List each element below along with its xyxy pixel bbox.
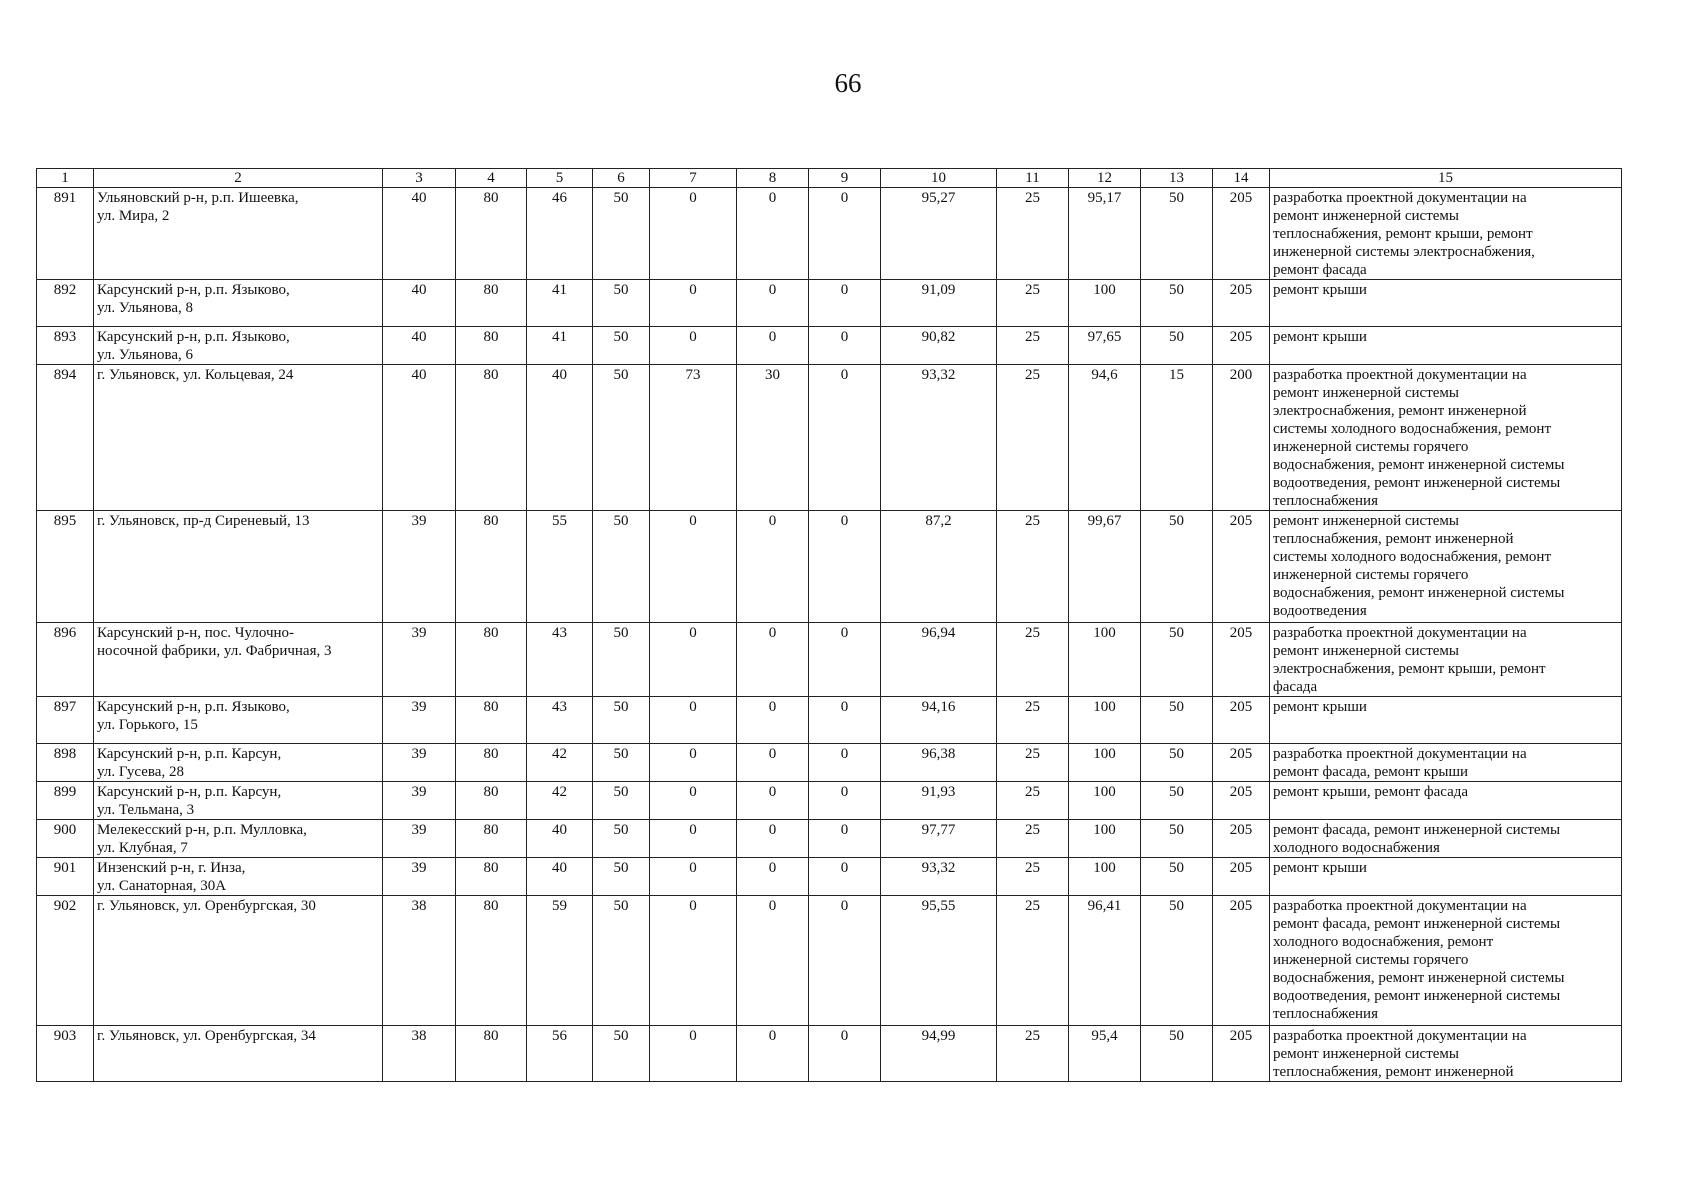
value-cell-c6: 50 [593, 623, 650, 697]
value-cell-c13: 50 [1141, 1026, 1213, 1082]
address-line: Карсунский р-н, р.п. Языково, [97, 699, 290, 715]
works-line: ремонт инженерной системы [1273, 643, 1459, 659]
works-line: разработка проектной документации на [1273, 898, 1527, 914]
value-cell-c9: 0 [809, 623, 881, 697]
value-cell-c10: 93,32 [881, 858, 997, 896]
works-line: разработка проектной документации на [1273, 625, 1527, 641]
value-cell-c5: 40 [527, 365, 593, 511]
column-header-5: 5 [527, 169, 593, 188]
address-cell [94, 327, 383, 365]
value-cell-c14: 205 [1213, 188, 1270, 280]
works-cell [1270, 280, 1622, 327]
works-cell [1270, 188, 1622, 280]
row-number: 896 [37, 623, 94, 697]
works-line: инженерной системы горячего [1273, 952, 1469, 968]
value-cell-c14: 205 [1213, 896, 1270, 1026]
address-line: ул. Санаторная, 30А [97, 878, 227, 894]
row-number: 897 [37, 697, 94, 744]
value-cell-c14: 200 [1213, 365, 1270, 511]
value-cell-c14: 205 [1213, 820, 1270, 858]
value-cell-c8: 0 [737, 280, 809, 327]
works-cell [1270, 820, 1622, 858]
value-cell-c3: 38 [383, 896, 456, 1026]
address-line: ул. Горького, 15 [97, 717, 198, 733]
value-cell-c7: 0 [650, 896, 737, 1026]
works-line: системы холодного водоснабжения, ремонт [1273, 549, 1552, 565]
table-row [37, 782, 1622, 820]
value-cell-c7: 0 [650, 511, 737, 623]
value-cell-c10: 96,38 [881, 744, 997, 782]
value-cell-c10: 94,16 [881, 697, 997, 744]
address-line: Карсунский р-н, р.п. Карсун, [97, 784, 282, 800]
value-cell-c4: 80 [456, 1026, 527, 1082]
address-cell [94, 858, 383, 896]
works-cell [1270, 896, 1622, 1026]
table-row [37, 858, 1622, 896]
works-line: ремонт фасада, ремонт инженерной системы [1273, 822, 1561, 838]
value-cell-c6: 50 [593, 697, 650, 744]
value-cell-c5: 56 [527, 1026, 593, 1082]
value-cell-c3: 39 [383, 782, 456, 820]
address-cell [94, 188, 383, 280]
works-line: электроснабжения, ремонт крыши, ремонт [1273, 661, 1546, 677]
works-line: разработка проектной документации на [1273, 367, 1527, 383]
address-line: ул. Гусева, 28 [97, 764, 184, 780]
address-line: ул. Ульянова, 8 [97, 300, 194, 316]
address-line: Карсунский р-н, р.п. Языково, [97, 282, 290, 298]
value-cell-c11: 25 [997, 744, 1069, 782]
column-header-10: 10 [881, 169, 997, 188]
works-line: ремонт крыши [1273, 699, 1367, 715]
value-cell-c9: 0 [809, 744, 881, 782]
value-cell-c10: 95,27 [881, 188, 997, 280]
value-cell-c5: 42 [527, 744, 593, 782]
value-cell-c7: 0 [650, 744, 737, 782]
value-cell-c3: 40 [383, 365, 456, 511]
value-cell-c8: 30 [737, 365, 809, 511]
table-row [37, 623, 1622, 697]
works-line: теплоснабжения, ремонт крыши, ремонт [1273, 226, 1533, 242]
value-cell-c11: 25 [997, 188, 1069, 280]
row-number: 899 [37, 782, 94, 820]
value-cell-c11: 25 [997, 327, 1069, 365]
value-cell-c4: 80 [456, 188, 527, 280]
value-cell-c10: 97,77 [881, 820, 997, 858]
works-line: ремонт фасада, ремонт инженерной системы [1273, 916, 1561, 932]
row-number: 894 [37, 365, 94, 511]
value-cell-c11: 25 [997, 858, 1069, 896]
works-line: ремонт инженерной системы [1273, 1046, 1459, 1062]
value-cell-c4: 80 [456, 896, 527, 1026]
value-cell-c6: 50 [593, 782, 650, 820]
buildings-registry-table [36, 168, 1622, 1082]
value-cell-c3: 40 [383, 280, 456, 327]
value-cell-c7: 0 [650, 1026, 737, 1082]
works-line: разработка проектной документации на [1273, 190, 1527, 206]
works-line: ремонт инженерной системы [1273, 208, 1459, 224]
column-header-4: 4 [456, 169, 527, 188]
column-header-2: 2 [94, 169, 383, 188]
row-number: 893 [37, 327, 94, 365]
works-line: ремонт фасада, ремонт крыши [1273, 764, 1469, 780]
value-cell-c8: 0 [737, 820, 809, 858]
works-cell [1270, 858, 1622, 896]
address-cell [94, 511, 383, 623]
value-cell-c12: 100 [1069, 782, 1141, 820]
value-cell-c8: 0 [737, 858, 809, 896]
table-row [37, 697, 1622, 744]
value-cell-c13: 50 [1141, 327, 1213, 365]
value-cell-c11: 25 [997, 623, 1069, 697]
value-cell-c4: 80 [456, 623, 527, 697]
value-cell-c11: 25 [997, 511, 1069, 623]
value-cell-c14: 205 [1213, 623, 1270, 697]
value-cell-c6: 50 [593, 365, 650, 511]
address-line: Карсунский р-н, р.п. Языково, [97, 329, 290, 345]
works-line: инженерной системы горячего [1273, 567, 1469, 583]
value-cell-c10: 93,32 [881, 365, 997, 511]
page-number: 66 [834, 68, 862, 98]
value-cell-c7: 0 [650, 623, 737, 697]
value-cell-c9: 0 [809, 697, 881, 744]
value-cell-c6: 50 [593, 744, 650, 782]
value-cell-c8: 0 [737, 782, 809, 820]
value-cell-c6: 50 [593, 896, 650, 1026]
value-cell-c12: 96,41 [1069, 896, 1141, 1026]
row-number: 892 [37, 280, 94, 327]
works-line: инженерной системы электроснабжения, [1273, 244, 1535, 260]
value-cell-c10: 94,99 [881, 1026, 997, 1082]
table-row [37, 327, 1622, 365]
works-line: инженерной системы горячего [1273, 439, 1469, 455]
table-row [37, 820, 1622, 858]
works-line: теплоснабжения, ремонт инженерной [1273, 531, 1514, 547]
value-cell-c13: 50 [1141, 623, 1213, 697]
value-cell-c5: 41 [527, 327, 593, 365]
works-cell [1270, 327, 1622, 365]
address-cell [94, 782, 383, 820]
works-line: водоснабжения, ремонт инженерной системы [1273, 970, 1565, 986]
column-header-3: 3 [383, 169, 456, 188]
column-header-11: 11 [997, 169, 1069, 188]
value-cell-c6: 50 [593, 820, 650, 858]
value-cell-c5: 40 [527, 858, 593, 896]
value-cell-c14: 205 [1213, 782, 1270, 820]
value-cell-c12: 100 [1069, 744, 1141, 782]
row-number: 895 [37, 511, 94, 623]
value-cell-c8: 0 [737, 623, 809, 697]
value-cell-c7: 73 [650, 365, 737, 511]
value-cell-c5: 46 [527, 188, 593, 280]
address-line: ул. Мира, 2 [97, 208, 170, 224]
value-cell-c10: 91,93 [881, 782, 997, 820]
works-line: электроснабжения, ремонт инженерной [1273, 403, 1527, 419]
address-cell [94, 744, 383, 782]
table-row [37, 511, 1622, 623]
value-cell-c11: 25 [997, 365, 1069, 511]
column-header-1: 1 [37, 169, 94, 188]
value-cell-c10: 90,82 [881, 327, 997, 365]
value-cell-c8: 0 [737, 896, 809, 1026]
value-cell-c12: 100 [1069, 820, 1141, 858]
value-cell-c12: 94,6 [1069, 365, 1141, 511]
value-cell-c7: 0 [650, 782, 737, 820]
value-cell-c8: 0 [737, 511, 809, 623]
value-cell-c6: 50 [593, 327, 650, 365]
value-cell-c14: 205 [1213, 697, 1270, 744]
address-cell [94, 697, 383, 744]
table-row [37, 365, 1622, 511]
address-line: ул. Ульянова, 6 [97, 347, 194, 363]
address-line: г. Ульяновск, пр-д Сиреневый, 13 [97, 513, 310, 529]
value-cell-c14: 205 [1213, 858, 1270, 896]
works-line: теплоснабжения [1273, 493, 1378, 509]
column-header-9: 9 [809, 169, 881, 188]
value-cell-c9: 0 [809, 820, 881, 858]
value-cell-c12: 100 [1069, 697, 1141, 744]
value-cell-c6: 50 [593, 1026, 650, 1082]
value-cell-c13: 50 [1141, 280, 1213, 327]
value-cell-c7: 0 [650, 188, 737, 280]
value-cell-c4: 80 [456, 782, 527, 820]
table-row [37, 1026, 1622, 1082]
works-cell [1270, 623, 1622, 697]
row-number: 903 [37, 1026, 94, 1082]
value-cell-c10: 87,2 [881, 511, 997, 623]
works-cell [1270, 1026, 1622, 1082]
table-row [37, 744, 1622, 782]
value-cell-c13: 50 [1141, 511, 1213, 623]
value-cell-c4: 80 [456, 280, 527, 327]
address-cell [94, 623, 383, 697]
value-cell-c7: 0 [650, 327, 737, 365]
value-cell-c5: 55 [527, 511, 593, 623]
address-line: ул. Клубная, 7 [97, 840, 188, 856]
value-cell-c13: 50 [1141, 188, 1213, 280]
address-line: г. Ульяновск, ул. Кольцевая, 24 [97, 367, 294, 383]
works-cell [1270, 744, 1622, 782]
works-line: ремонт крыши [1273, 329, 1367, 345]
value-cell-c14: 205 [1213, 327, 1270, 365]
value-cell-c10: 95,55 [881, 896, 997, 1026]
works-line: ремонт крыши [1273, 860, 1367, 876]
address-line: Ульяновский р-н, р.п. Ишеевка, [97, 190, 299, 206]
address-line: Мелекесский р-н, р.п. Мулловка, [97, 822, 307, 838]
value-cell-c4: 80 [456, 365, 527, 511]
works-line: ремонт крыши, ремонт фасада [1273, 784, 1469, 800]
works-cell [1270, 782, 1622, 820]
works-cell [1270, 697, 1622, 744]
value-cell-c11: 25 [997, 280, 1069, 327]
works-line: ремонт инженерной системы [1273, 513, 1459, 529]
value-cell-c5: 40 [527, 820, 593, 858]
value-cell-c3: 39 [383, 697, 456, 744]
value-cell-c7: 0 [650, 858, 737, 896]
value-cell-c8: 0 [737, 188, 809, 280]
works-line: водоотведения, ремонт инженерной системы [1273, 988, 1561, 1004]
value-cell-c12: 97,65 [1069, 327, 1141, 365]
value-cell-c11: 25 [997, 896, 1069, 1026]
address-cell [94, 365, 383, 511]
works-line: ремонт крыши [1273, 282, 1367, 298]
column-header-8: 8 [737, 169, 809, 188]
address-line: Карсунский р-н, пос. Чулочно- [97, 625, 295, 641]
works-line: теплоснабжения, ремонт инженерной [1273, 1064, 1514, 1080]
works-cell [1270, 511, 1622, 623]
value-cell-c4: 80 [456, 697, 527, 744]
value-cell-c12: 95,17 [1069, 188, 1141, 280]
value-cell-c6: 50 [593, 280, 650, 327]
column-number-row [37, 169, 1622, 188]
value-cell-c13: 50 [1141, 858, 1213, 896]
value-cell-c4: 80 [456, 327, 527, 365]
works-line: системы холодного водоснабжения, ремонт [1273, 421, 1552, 437]
value-cell-c5: 43 [527, 697, 593, 744]
value-cell-c9: 0 [809, 327, 881, 365]
works-line: разработка проектной документации на [1273, 746, 1527, 762]
row-number: 901 [37, 858, 94, 896]
works-line: холодного водоснабжения [1273, 840, 1440, 856]
column-header-15: 15 [1270, 169, 1622, 188]
value-cell-c4: 80 [456, 858, 527, 896]
value-cell-c11: 25 [997, 697, 1069, 744]
address-line: носочной фабрики, ул. Фабричная, 3 [97, 643, 332, 659]
value-cell-c8: 0 [737, 744, 809, 782]
address-cell [94, 280, 383, 327]
value-cell-c6: 50 [593, 188, 650, 280]
value-cell-c9: 0 [809, 1026, 881, 1082]
row-number: 900 [37, 820, 94, 858]
address-line: Инзенский р-н, г. Инза, [97, 860, 246, 876]
value-cell-c5: 43 [527, 623, 593, 697]
value-cell-c14: 205 [1213, 280, 1270, 327]
works-line: фасада [1273, 679, 1318, 695]
column-header-6: 6 [593, 169, 650, 188]
value-cell-c12: 100 [1069, 858, 1141, 896]
value-cell-c3: 39 [383, 744, 456, 782]
value-cell-c11: 25 [997, 1026, 1069, 1082]
value-cell-c4: 80 [456, 511, 527, 623]
value-cell-c8: 0 [737, 697, 809, 744]
value-cell-c12: 99,67 [1069, 511, 1141, 623]
table-row [37, 280, 1622, 327]
value-cell-c7: 0 [650, 697, 737, 744]
works-line: теплоснабжения [1273, 1006, 1378, 1022]
value-cell-c5: 42 [527, 782, 593, 820]
value-cell-c14: 205 [1213, 1026, 1270, 1082]
address-line: Карсунский р-н, р.п. Карсун, [97, 746, 282, 762]
value-cell-c7: 0 [650, 820, 737, 858]
works-line: ремонт инженерной системы [1273, 385, 1459, 401]
value-cell-c6: 50 [593, 511, 650, 623]
value-cell-c7: 0 [650, 280, 737, 327]
value-cell-c10: 96,94 [881, 623, 997, 697]
works-cell [1270, 365, 1622, 511]
value-cell-c9: 0 [809, 782, 881, 820]
value-cell-c9: 0 [809, 511, 881, 623]
value-cell-c13: 50 [1141, 820, 1213, 858]
value-cell-c13: 50 [1141, 697, 1213, 744]
value-cell-c13: 50 [1141, 896, 1213, 1026]
works-line: водоотведения, ремонт инженерной системы [1273, 475, 1561, 491]
value-cell-c3: 39 [383, 511, 456, 623]
works-line: водоснабжения, ремонт инженерной системы [1273, 585, 1565, 601]
value-cell-c11: 25 [997, 782, 1069, 820]
value-cell-c9: 0 [809, 365, 881, 511]
value-cell-c11: 25 [997, 820, 1069, 858]
row-number: 902 [37, 896, 94, 1026]
value-cell-c13: 50 [1141, 782, 1213, 820]
value-cell-c5: 41 [527, 280, 593, 327]
column-header-7: 7 [650, 169, 737, 188]
address-line: ул. Тельмана, 3 [97, 802, 195, 818]
address-cell [94, 820, 383, 858]
value-cell-c12: 100 [1069, 623, 1141, 697]
address-cell [94, 896, 383, 1026]
value-cell-c8: 0 [737, 1026, 809, 1082]
value-cell-c4: 80 [456, 820, 527, 858]
works-line: водоотведения [1273, 603, 1367, 619]
value-cell-c9: 0 [809, 896, 881, 1026]
works-line: разработка проектной документации на [1273, 1028, 1527, 1044]
table-row [37, 896, 1622, 1026]
value-cell-c3: 38 [383, 1026, 456, 1082]
value-cell-c4: 80 [456, 744, 527, 782]
column-header-14: 14 [1213, 169, 1270, 188]
value-cell-c12: 95,4 [1069, 1026, 1141, 1082]
row-number: 898 [37, 744, 94, 782]
value-cell-c8: 0 [737, 327, 809, 365]
value-cell-c9: 0 [809, 280, 881, 327]
table-row [37, 188, 1622, 280]
value-cell-c12: 100 [1069, 280, 1141, 327]
value-cell-c10: 91,09 [881, 280, 997, 327]
works-line: ремонт фасада [1273, 262, 1367, 278]
value-cell-c3: 40 [383, 327, 456, 365]
value-cell-c3: 39 [383, 858, 456, 896]
works-line: холодного водоснабжения, ремонт [1273, 934, 1494, 950]
value-cell-c9: 0 [809, 858, 881, 896]
value-cell-c3: 39 [383, 820, 456, 858]
value-cell-c13: 50 [1141, 744, 1213, 782]
value-cell-c13: 15 [1141, 365, 1213, 511]
value-cell-c6: 50 [593, 858, 650, 896]
value-cell-c3: 40 [383, 188, 456, 280]
works-line: водоснабжения, ремонт инженерной системы [1273, 457, 1565, 473]
address-line: г. Ульяновск, ул. Оренбургская, 34 [97, 1028, 316, 1044]
address-cell [94, 1026, 383, 1082]
value-cell-c3: 39 [383, 623, 456, 697]
value-cell-c14: 205 [1213, 511, 1270, 623]
value-cell-c9: 0 [809, 188, 881, 280]
row-number: 891 [37, 188, 94, 280]
value-cell-c5: 59 [527, 896, 593, 1026]
address-line: г. Ульяновск, ул. Оренбургская, 30 [97, 898, 316, 914]
value-cell-c14: 205 [1213, 744, 1270, 782]
column-header-13: 13 [1141, 169, 1213, 188]
column-header-12: 12 [1069, 169, 1141, 188]
